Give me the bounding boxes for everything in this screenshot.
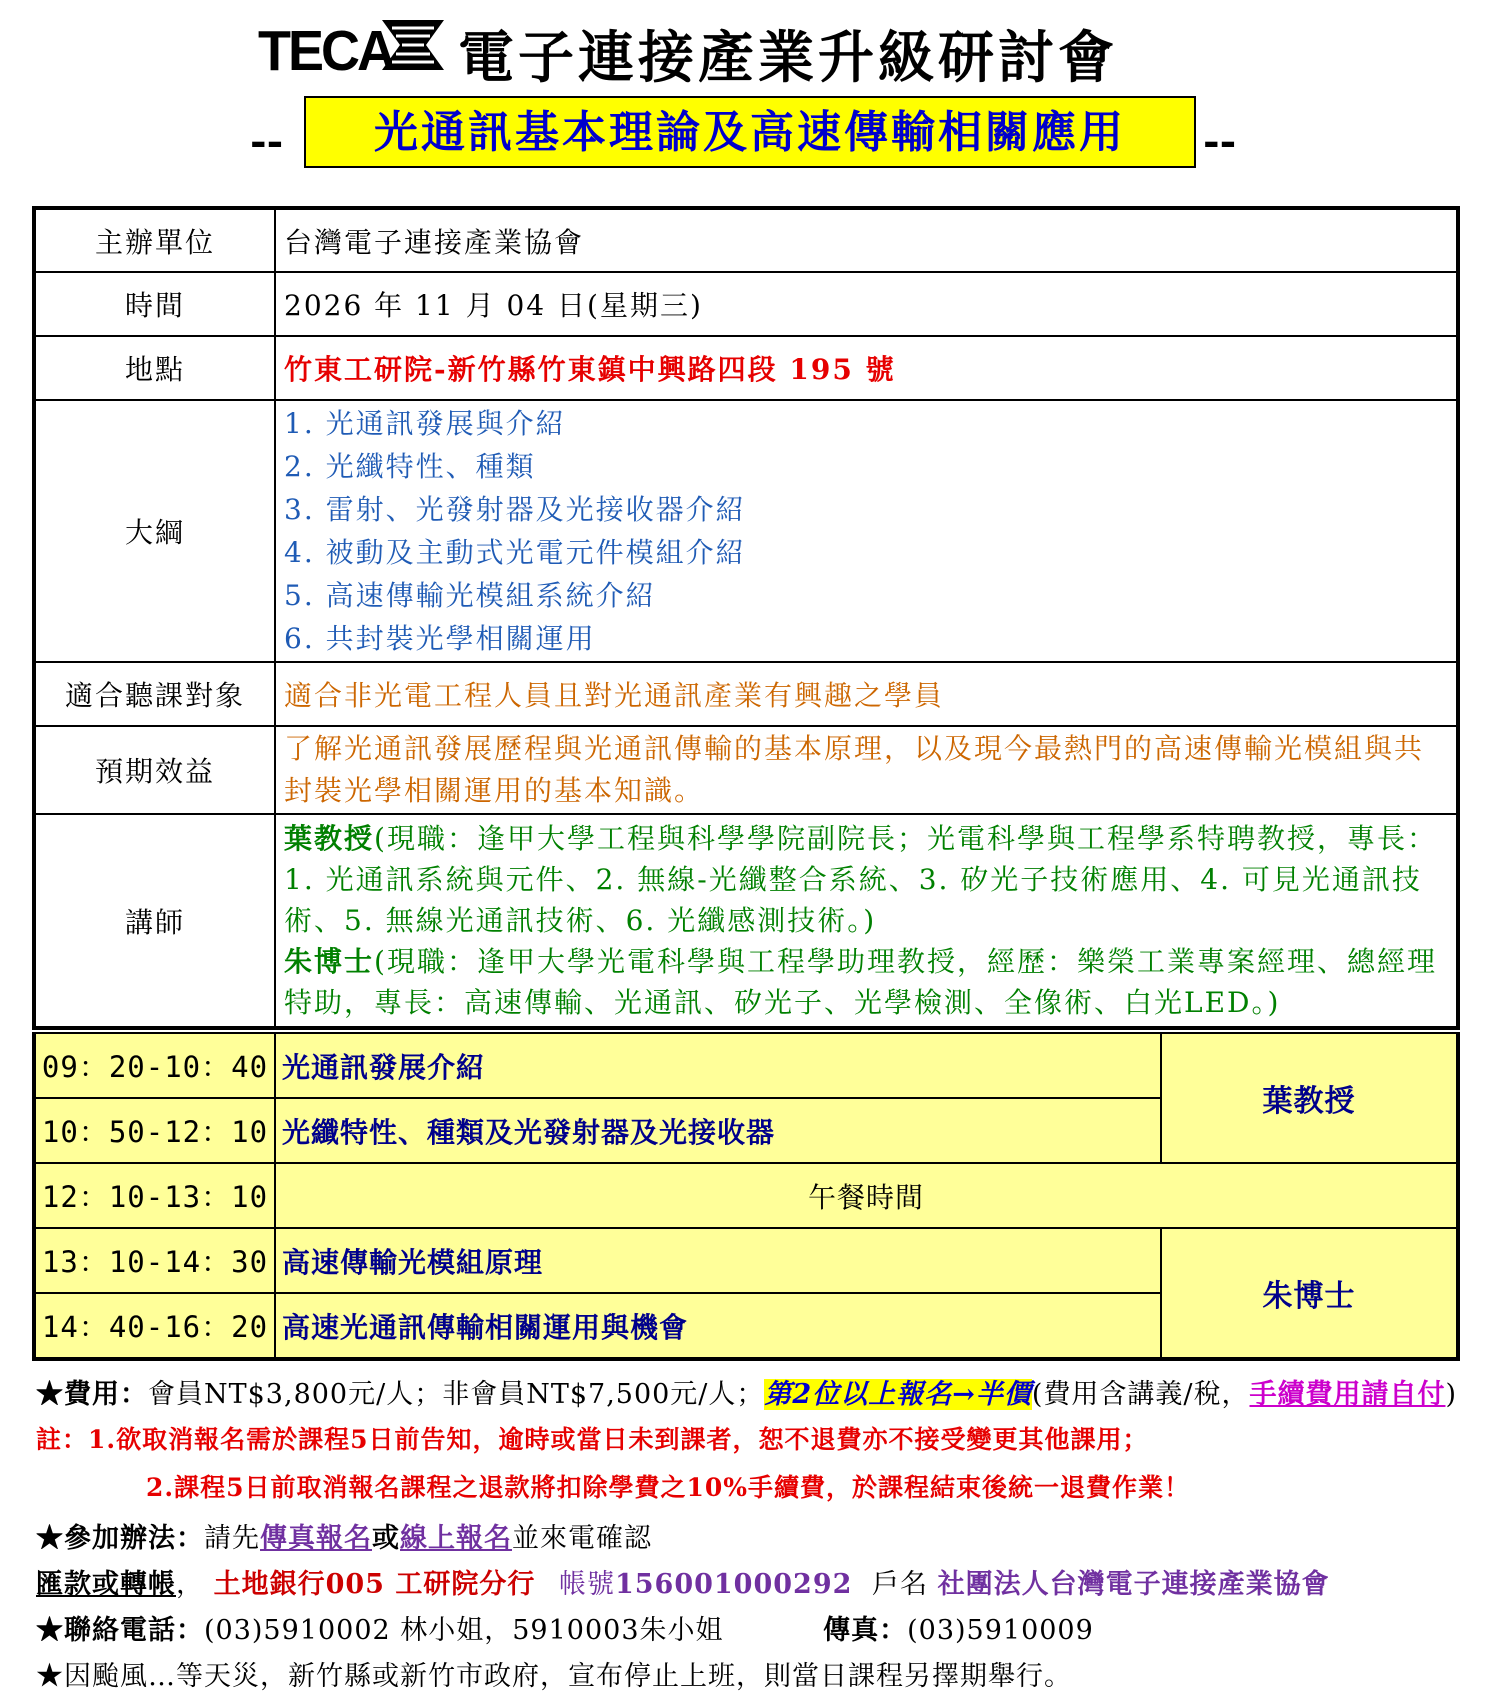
bank-comma: ， <box>176 1569 204 1600</box>
list-item: 1. 光通訊發展與介紹 <box>284 407 566 440</box>
join-label: ★參加辦法： <box>36 1523 204 1554</box>
fee-label: ★費用： <box>36 1379 148 1410</box>
fee-paren: (費用含講義/稅， <box>1031 1379 1250 1410</box>
table-row <box>34 400 1458 662</box>
dash-left: -- <box>250 118 284 165</box>
time-value: 2026 年 11 月 04 日(星期三) <box>275 272 1458 336</box>
join-post: 並來電確認 <box>512 1523 652 1554</box>
session-topic: 高速光通訊傳輸相關運用與機會 <box>275 1293 1161 1359</box>
lecturer1-name: 葉教授 <box>284 822 375 855</box>
lecturer2-name: 朱博士 <box>284 945 375 978</box>
schedule-table <box>32 1032 1460 1361</box>
session-time: 09：20-10：40 <box>34 1033 275 1098</box>
lunch-label: 午餐時間 <box>275 1163 1458 1228</box>
table-row <box>34 272 1458 336</box>
session-topic: 高速傳輸光模組原理 <box>275 1228 1161 1293</box>
session-speaker: 葉教授 <box>1161 1033 1458 1163</box>
table-row <box>34 662 1458 726</box>
benefit-value: 了解光通訊發展歷程與光通訊傳輸的基本原理，以及現今最熱門的高速傳輸光模組與共封裝光學相關運用的基本知識。 <box>275 726 1458 814</box>
note-line-2: 2.課程5日前取消報名課程之退款將扣除學費之10%手續費，於課程結束後統一退費作業！ <box>146 1473 1191 1502</box>
fee-line <box>36 1372 1457 1411</box>
logo-x-icon <box>378 14 448 76</box>
table-row <box>34 208 1458 272</box>
join-pre: 請先 <box>204 1523 260 1554</box>
contact-phone: (03)5910002 林小姐，5910003朱小姐 <box>204 1615 724 1646</box>
table-row <box>34 336 1458 400</box>
lecturer2-desc: (現職：逢甲大學光電科學與工程學助理教授，經歷：樂榮工業專案經理、總經理特助，專長：高速傳輸、光通訊、矽光子、光學檢測、全像術、白光LED。) <box>284 945 1437 1019</box>
subtitle: 光通訊基本理論及高速傳輸相關應用 <box>304 96 1196 168</box>
fax-number: (03)5910009 <box>907 1615 1094 1646</box>
fax-label: 傳真： <box>823 1615 908 1646</box>
place-label: 地點 <box>34 336 275 400</box>
bank-name: 土地銀行005 工研院分行 <box>213 1569 536 1600</box>
info-table <box>32 206 1460 1030</box>
holder-name: 社團法人台灣電子連接產業協會 <box>937 1569 1330 1600</box>
fee-discount: 第2位以上報名→半價 <box>764 1379 1032 1410</box>
header <box>0 10 1497 91</box>
subtitle-banner <box>0 96 1497 172</box>
organizer-label: 主辦單位 <box>34 208 275 272</box>
list-item: 5. 高速傳輸光模組系統介紹 <box>284 579 656 612</box>
session-topic: 光通訊發展介紹 <box>275 1033 1161 1098</box>
teca-logo <box>258 10 448 83</box>
list-item: 2. 光纖特性、種類 <box>284 450 536 483</box>
online-signup-link[interactable]: 線上報名 <box>400 1523 512 1554</box>
organizer-value: 台灣電子連接產業協會 <box>275 208 1458 272</box>
outline-label: 大綱 <box>34 400 275 662</box>
lecturer1-desc: (現職：逢甲大學工程與科學學院副院長；光電科學與工程學系特聘教授，專長：1. 光通訊系統與元件、2. 無線-光纖整合系統、3. 矽光子技術應用、4. 可見光通訊技術、5. 無線光通訊技術、6. 光纖感測技術。) <box>284 822 1437 937</box>
bank-line <box>36 1562 1330 1601</box>
session-speaker: 朱博士 <box>1161 1228 1458 1359</box>
lecturer-label: 講師 <box>34 814 275 1028</box>
fax-signup-link[interactable]: 傳真報名 <box>260 1523 372 1554</box>
audience-label: 適合聽課對象 <box>34 662 275 726</box>
join-line <box>36 1516 652 1555</box>
fee-text: 會員NT$3,800元/人；非會員NT$7,500元/人； <box>148 1379 765 1410</box>
list-item: 4. 被動及主動式光電元件模組介紹 <box>284 536 746 569</box>
bank-label: 匯款或轉帳 <box>36 1569 176 1600</box>
list-item: 3. 雷射、光發射器及光接收器介紹 <box>284 493 746 526</box>
audience-value: 適合非光電工程人員且對光通訊產業有興趣之學員 <box>275 662 1458 726</box>
note-line-1: 註：1.欲取消報名需於課程5日前告知，逾時或當日未到課者，恕不退費亦不接受變更其他課用； <box>36 1425 1149 1454</box>
table-row <box>34 1033 1458 1098</box>
place-value: 竹東工研院-新竹縣竹東鎮中興路四段 195 號 <box>275 336 1458 400</box>
account-number: 156001000292 <box>614 1569 853 1600</box>
contact-line <box>36 1608 1094 1647</box>
dash-right: -- <box>1203 118 1237 165</box>
session-topic: 光纖特性、種類及光發射器及光接收器 <box>275 1098 1161 1163</box>
outline-list <box>275 400 1458 662</box>
lecturer-value <box>275 814 1458 1028</box>
page-title: 電子連接產業升級研討會 <box>458 25 1118 91</box>
account-label: 帳號 <box>558 1569 615 1600</box>
benefit-label: 預期效益 <box>34 726 275 814</box>
table-row <box>34 726 1458 814</box>
lunch-time: 12：10-13：10 <box>34 1163 275 1228</box>
join-or: 或 <box>372 1523 400 1554</box>
session-time: 14：40-16：20 <box>34 1293 275 1359</box>
holder-label: 戶名 <box>872 1569 928 1600</box>
fee-close: ) <box>1445 1379 1458 1410</box>
table-row <box>34 1228 1458 1293</box>
time-label: 時間 <box>34 272 275 336</box>
session-time: 13：10-14：30 <box>34 1228 275 1293</box>
list-item: 6. 共封裝光學相關運用 <box>284 622 596 655</box>
contact-label: ★聯絡電話： <box>36 1615 204 1646</box>
fee-handling: 手續費用請自付 <box>1249 1379 1446 1410</box>
logo-text: TECA <box>258 19 393 83</box>
table-row <box>34 1163 1458 1228</box>
table-row <box>34 814 1458 1028</box>
typhoon-notice: ★因颱風…等天災，新竹縣或新竹市政府，宣布停止上班，則當日課程另擇期舉行。 <box>36 1661 1072 1692</box>
session-time: 10：50-12：10 <box>34 1098 275 1163</box>
